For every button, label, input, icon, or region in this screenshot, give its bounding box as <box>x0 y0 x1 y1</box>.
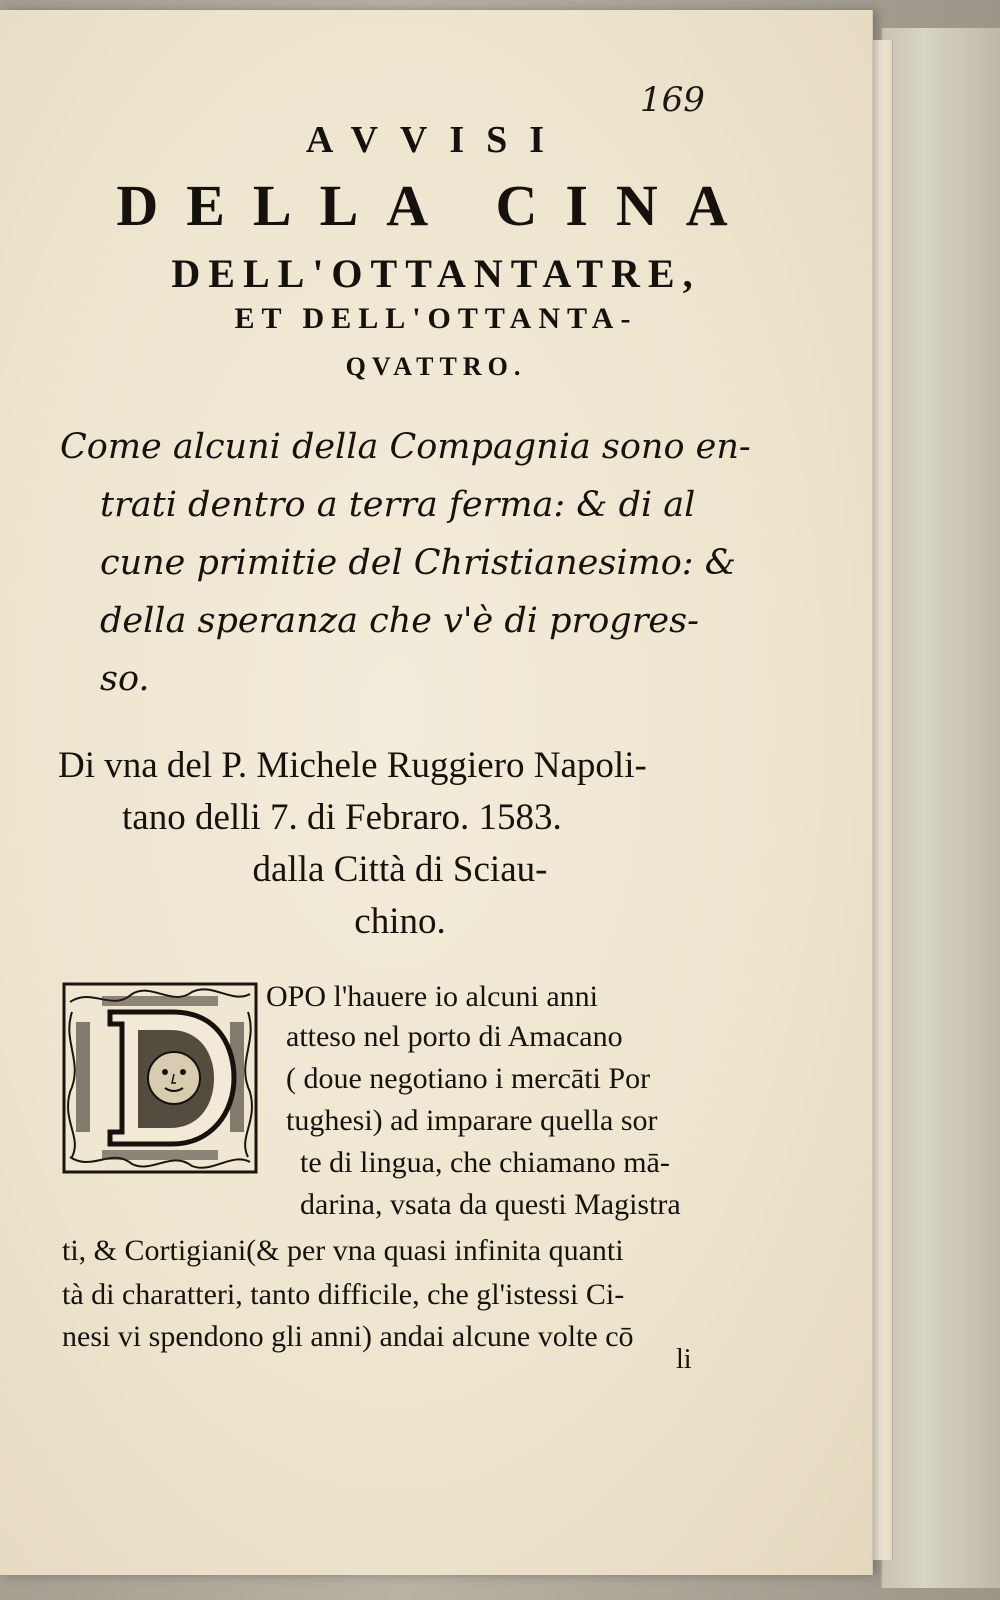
catchword: li <box>676 1344 692 1375</box>
letter-heading <box>40 740 760 948</box>
decorated-initial <box>62 982 258 1174</box>
heading-line-2: DELLA CINA <box>116 173 756 238</box>
letter-line: chino. <box>354 901 446 942</box>
body-line: te di lingua, che chiamano mā- <box>300 1146 670 1179</box>
letter-line: tano delli 7. di Febraro. 1583. <box>122 797 562 838</box>
summary-line: trati dentro a terra ferma: & di al <box>100 485 696 525</box>
page-number: 169 <box>640 80 705 120</box>
heading-line-4: ET DELL'OTTANTA- <box>234 302 638 335</box>
book-page <box>0 10 873 1575</box>
heading-line-3: DELL'OTTANTATRE, <box>171 251 701 296</box>
letter-line: dalla Città di Sciau- <box>252 849 548 890</box>
body-line: ( doue negotiano i mercāti Por <box>286 1062 651 1095</box>
chapter-summary <box>60 418 750 708</box>
body-line: nesi vi spendono gli anni) andai alcune volte cō <box>62 1320 634 1353</box>
woodcut-initial-icon <box>62 982 258 1174</box>
heading-line-1: AVVISI <box>305 119 567 161</box>
summary-line: so. <box>100 659 150 699</box>
body-line: tughesi) ad imparare quella sor <box>286 1104 658 1137</box>
body-line: atteso nel porto di Amacano <box>286 1020 623 1053</box>
body-line: darina, vsata da questi Magistra <box>300 1188 681 1221</box>
heading-line-5: QVATTRO. <box>345 352 527 381</box>
summary-line: della speranza che v'è di progres- <box>100 601 699 641</box>
body-line: OPO l'hauere io alcuni anni <box>266 980 598 1013</box>
letter-line: Di vna del P. Michele Ruggiero Napoli- <box>58 745 647 786</box>
summary-line: cune primitie del Christianesimo: & <box>100 543 736 583</box>
body-line: tà di charatteri, tanto difficile, che gl'istessi Ci- <box>62 1278 625 1311</box>
book-cover-edge <box>880 28 1000 1588</box>
summary-line: Come alcuni della Compagnia sono en- <box>60 427 751 467</box>
body-line: ti, & Cortigiani(& per vna quasi infinita quanti <box>62 1234 624 1267</box>
